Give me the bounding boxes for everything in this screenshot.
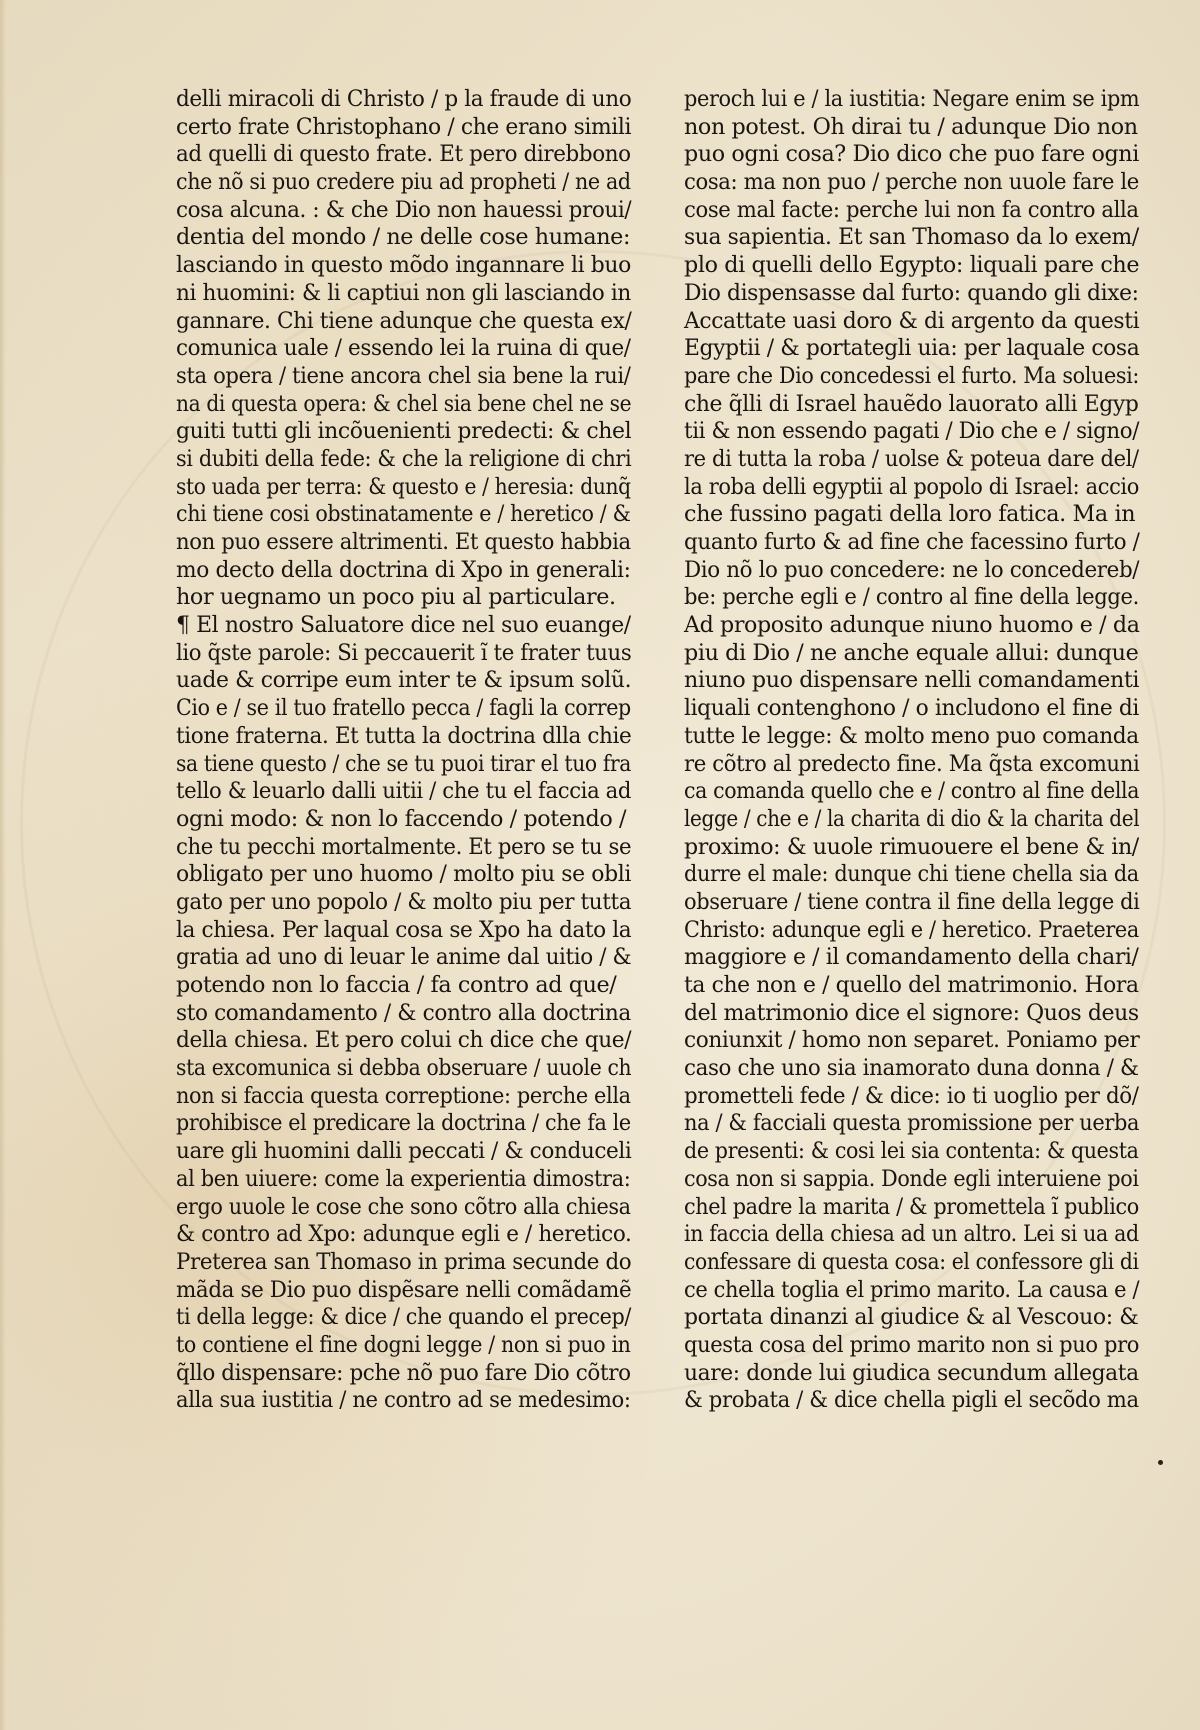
text-line: coniunxit / homo non separet. Poniamo per	[684, 1027, 1140, 1054]
text-line: prometteli fede / & dice: io ti uoglio per dõ/	[684, 1082, 1139, 1109]
text-line: ca comanda quello che e / contro al fine della	[684, 778, 1140, 805]
text-line: sa tiene questo / che se tu puoi tirar el tuo fra	[176, 750, 632, 777]
text-line: obseruare / tiene contra il fine della legge di	[684, 888, 1140, 915]
text-line: si dubiti della fede: & che la religione di chri	[176, 445, 632, 472]
text-line: non si faccia questa correptione: perche ella	[176, 1082, 631, 1109]
text-line: to contiene el fine dogni legge / non si puo in	[176, 1331, 631, 1358]
text-line: ¶ El nostro Saluatore dice nel suo euange/	[176, 612, 631, 639]
text-line: re di tutta la roba / uolse & poteua dare del/	[684, 445, 1139, 472]
text-line: lasciando in questo mõdo ingannare li buo	[176, 252, 631, 279]
text-line: hor uegnamo un poco piu al particulare.	[176, 584, 616, 611]
text-line: portata dinanzi al giudice & al Vescouo: &	[684, 1304, 1139, 1331]
text-line: & probata / & dice chella pigli el secõdo ma	[684, 1387, 1139, 1414]
text-line: gato per uno popolo / & molto piu per tutta	[176, 888, 632, 915]
text-line: piu di Dio / ne anche equale allui: dunque	[684, 639, 1139, 666]
text-line: chel padre la marita / & promettela ĩ publico	[684, 1193, 1139, 1220]
text-line: gratia ad uno di leuar le anime dal uitio / &	[176, 944, 632, 971]
text-line: chi tiene cosi obstinatamente e / heretico / &	[176, 501, 631, 528]
text-line: ergo uuole le cose che sono cõtro alla chiesa	[176, 1193, 631, 1220]
text-line: obligato per uno huomo / molto piu se obli	[176, 861, 631, 888]
text-line: Ad proposito adunque niuno huomo e / da	[684, 612, 1140, 639]
text-line: dentia del mondo / ne delle cose humane:	[176, 224, 631, 251]
text-line: plo di quelli dello Egypto: liquali pare che	[684, 252, 1140, 279]
text-line: mo decto della doctrina di Xpo in generali:	[176, 556, 631, 583]
text-line: uare: donde lui giudica secundum allegata	[684, 1359, 1139, 1386]
text-line: la roba delli egyptii al popolo di Israel: accio	[684, 473, 1139, 500]
text-line: q̃llo dispensare: pche nõ puo fare Dio cõtro	[176, 1359, 631, 1386]
text-line: re cõtro al predecto fine. Ma q̃sta excomuni	[684, 750, 1140, 777]
page-edge	[0, 0, 6, 1730]
text-line: sta excomunica si debba obseruare / uuole ch	[176, 1055, 632, 1082]
text-line: che tu pecchi mortalmente. Et pero se tu se	[176, 833, 632, 860]
text-line: uade & corripe eum inter te & ipsum solũ.	[176, 667, 632, 694]
text-line: ce chella toglia el primo marito. La causa e /	[684, 1276, 1140, 1303]
text-line: lio q̃ste parole: Si peccauerit ĩ te frater tuus	[176, 639, 632, 666]
text-line: proximo: & uuole rimuouere el bene & in/	[684, 833, 1139, 860]
text-line: non puo essere altrimenti. Et questo habbia	[176, 529, 631, 555]
text-line: cose mal facte: perche lui non fa contro alla	[684, 196, 1139, 223]
text-line: ad quelli di questo frate. Et pero direbbono	[176, 141, 631, 168]
text-line: ni huomini: & li captiui non gli lasciando in	[176, 279, 631, 306]
text-line: be: perche egli e / contro al fine della legge.	[684, 584, 1139, 611]
text-line: che fussino pagati della loro fatica. Ma in	[684, 501, 1136, 528]
text-line: non potest. Oh dirai tu / adunque Dio non	[684, 113, 1138, 140]
text-line: comunica uale / essendo lei la ruina di que/	[176, 335, 631, 362]
text-line: peroch lui e / la iustitia: Negare enim se ipm	[684, 86, 1140, 112]
text-line: tutte le legge: & molto meno puo comanda	[684, 722, 1139, 749]
text-line: na / & facciali questa promissione per uerba	[684, 1110, 1140, 1137]
text-line: che q̃lli di Israel hauẽdo lauorato alli Egyp	[684, 390, 1139, 417]
text-line: mãda se Dio puo dispẽsare nelli comãdamẽ	[176, 1276, 632, 1303]
text-line: al ben uiuere: come la experientia dimostra:	[176, 1165, 631, 1192]
text-line: Egyptii / & portategli uia: per laquale cosa	[684, 335, 1140, 362]
text-line: ti della legge: & dice / che quando el precep/	[176, 1304, 632, 1331]
ink-dot	[1158, 1460, 1163, 1465]
text-line: confessare di questa cosa: el confessore gli di	[684, 1248, 1139, 1275]
text-line: la chiesa. Per laqual cosa se Xpo ha dato la	[176, 916, 632, 943]
text-line: liquali contenghono / o includono el fine di	[684, 695, 1140, 722]
text-line: Dio dispensasse dal furto: quando gli dixe:	[684, 279, 1139, 306]
text-line: delli miracoli di Christo / p la fraude di uno	[176, 86, 632, 112]
text-line: uare gli huomini dalli peccati / & conduceli	[176, 1138, 632, 1165]
text-line: prohibisce el predicare la doctrina / che fa le	[176, 1110, 631, 1137]
text-line: sto comandamento / & contro alla doctrina	[176, 999, 631, 1026]
text-line: della chiesa. Et pero colui ch dice che que/	[176, 1027, 632, 1054]
text-line: maggiore e / il comandamento della chari/	[684, 944, 1139, 971]
text-line: legge / che e / la charita di dio & la charita del	[684, 805, 1140, 832]
text-line: cosa: ma non puo / perche non uuole fare le	[684, 169, 1139, 196]
text-line: pare che Dio concedessi el furto. Ma soluesi:	[684, 362, 1139, 389]
text-line: durre el male: dunque chi tiene chella sia da	[684, 861, 1139, 888]
text-line: quanto furto & ad fine che facessino furto /	[684, 529, 1140, 555]
text-line: guiti tutti gli incõuenienti predecti: & chel	[176, 418, 632, 445]
text-line: Dio nõ lo puo concedere: ne lo concedereb/	[684, 556, 1140, 583]
text-line: in faccia della chiesa ad un altro. Lei si ua ad	[684, 1221, 1139, 1248]
text-line: tello & leuarlo dalli uitii / che tu el faccia ad	[176, 778, 632, 805]
text-line: de presenti: & cosi lei sia contenta: & questa	[684, 1138, 1139, 1165]
text-line: caso che uno sia inamorato duna donna / &	[684, 1055, 1139, 1082]
text-line: ta che non e / quello del matrimonio. Hora	[684, 972, 1139, 998]
text-line: Christo: adunque egli e / heretico. Praeterea	[684, 916, 1139, 943]
right-text-column	[684, 86, 1144, 1415]
text-line: puo ogni cosa? Dio dico che puo fare ogni	[684, 141, 1139, 168]
text-line: sta opera / tiene ancora chel sia bene la rui/	[176, 362, 631, 389]
text-line: cosa alcuna. : & che Dio non hauessi proui/	[176, 196, 632, 223]
text-line: niuno puo dispensare nelli comandamenti	[684, 667, 1140, 694]
text-line: ogni modo: & non lo faccendo / potendo /	[176, 805, 627, 832]
text-line: tii & non essendo pagati / Dio che e / signo/	[684, 418, 1140, 445]
text-line: Preterea san Thomaso in prima secunde do	[176, 1248, 632, 1275]
text-line: sto uada per terra: & questo e / heresia: dunq̃	[176, 473, 631, 500]
text-line: certo frate Christophano / che erano simili	[176, 113, 632, 140]
text-line: Cio e / se il tuo fratello pecca / fagli la correp	[176, 695, 631, 722]
text-line: che nõ si puo credere piu ad propheti / ne ad	[176, 169, 631, 196]
text-line: sua sapientia. Et san Thomaso da lo exem/	[684, 224, 1139, 251]
left-text-column	[176, 86, 636, 1415]
text-line: questa cosa del primo marito non si puo pro	[684, 1331, 1140, 1358]
text-line: gannare. Chi tiene adunque che questa ex/	[176, 307, 632, 334]
text-line: na di questa opera: & chel sia bene chel ne se	[176, 390, 632, 417]
text-line: cosa non si sappia. Donde egli interuiene poi	[684, 1165, 1139, 1192]
text-line: alla sua iustitia / ne contro ad se medesimo:	[176, 1387, 631, 1414]
text-line: & contro ad Xpo: adunque egli e / heretico.	[176, 1221, 632, 1248]
text-line: del matrimonio dice el signore: Quos deus	[684, 999, 1139, 1026]
text-line: Accattate uasi doro & di argento da questi	[684, 307, 1140, 334]
text-line: potendo non lo faccia / fa contro ad que/	[176, 972, 617, 998]
text-line: tione fraterna. Et tutta la doctrina dlla chie	[176, 722, 632, 749]
